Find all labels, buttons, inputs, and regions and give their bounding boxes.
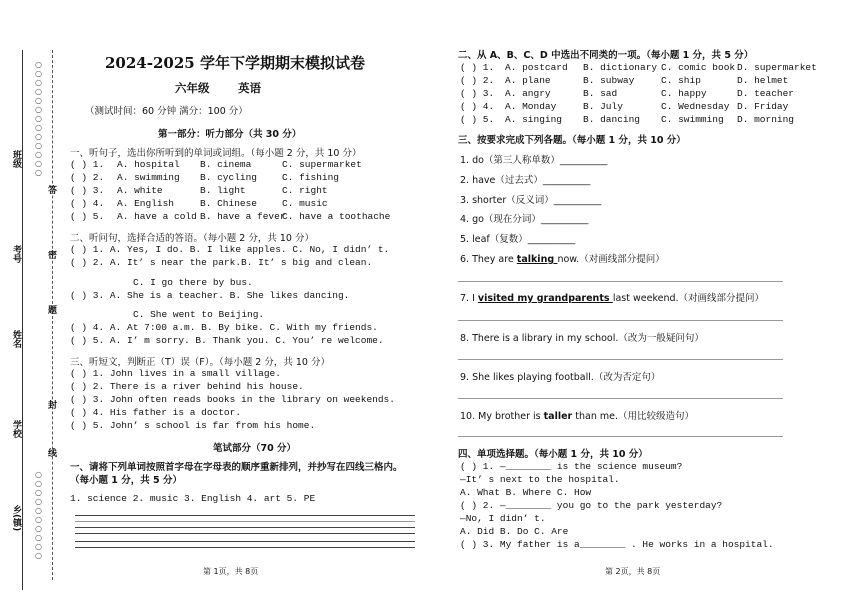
sec2-line: ( ) 2. A. It’ s near the park.B. It’ s big and clean. bbox=[70, 257, 373, 268]
sec1-q4-a: A. English bbox=[117, 198, 175, 209]
odd-q5-b: B. dancing bbox=[583, 114, 641, 125]
answer-line bbox=[458, 281, 783, 282]
answer-line bbox=[458, 359, 783, 360]
odd-q4-a: A. Monday bbox=[505, 101, 557, 112]
odd-q1-d: D. supermarket bbox=[737, 62, 817, 73]
requirements-title: 三、按要求完成下列各题。（每小题 1 分，共 10 分） bbox=[458, 135, 686, 146]
odd-q1-a: A. postcard bbox=[505, 62, 568, 73]
sec1-q4-c: C. music bbox=[282, 198, 328, 209]
sec1-q5-a: A. have a cold bbox=[117, 211, 197, 222]
odd-q2-c: C. ship bbox=[661, 75, 701, 86]
writing-grid-line bbox=[75, 521, 415, 522]
req-q10-bold: taller bbox=[543, 411, 573, 422]
seal-char-3: 题 bbox=[46, 305, 56, 314]
page-footer-left: 第 1页，共 8页 bbox=[203, 567, 259, 576]
choice-line: ( ) 3. My father is a________ . He works in a hospital. bbox=[460, 539, 774, 550]
seal-circles-bottom: ○○○○○○○○○○ bbox=[34, 470, 43, 560]
req-q6-post: now.（对画线部分提问） bbox=[557, 254, 665, 265]
writing-grid-line bbox=[75, 541, 415, 542]
req-q3: 3. shorter（反义词）__________ bbox=[460, 195, 602, 206]
odd-q5-d: D. morning bbox=[737, 114, 795, 125]
part2-header: 笔试部分（70 分） bbox=[213, 443, 297, 454]
exam-title: 2024-2025 学年下学期期末模拟试卷 bbox=[105, 54, 365, 72]
sec1-q5-b: B. have a fever bbox=[200, 211, 286, 222]
sec1-q2-b: B. cycling bbox=[200, 172, 258, 183]
odd-q3-a: A. angry bbox=[505, 88, 551, 99]
sec3-item: ( ) 4. His father is a doctor. bbox=[70, 407, 242, 418]
sec3-item: ( ) 3. John often reads books in the library on weekends. bbox=[70, 394, 395, 405]
sec2-line: ( ) 4. A. At 7:00 a.m. B. By bike. C. With my friends. bbox=[70, 322, 378, 333]
odd-q2-d: D. helmet bbox=[737, 75, 789, 86]
sec1-q1-a: A. hospital bbox=[117, 159, 180, 170]
listen-sec1-title: 一、听句子，选出你所听到的单词或词组。（每小题 2 分，共 10 分） bbox=[70, 148, 362, 159]
seal-dashed-line bbox=[52, 50, 53, 580]
grade-label: 六年级 bbox=[175, 81, 210, 95]
sec1-q3-c: C. right bbox=[282, 185, 328, 196]
sec1-q1-c: C. supermarket bbox=[282, 159, 362, 170]
sec1-q3-num: ( ) 3. bbox=[70, 185, 105, 196]
writing-grid-line bbox=[75, 533, 415, 534]
req-q7-post: last weekend.（对画线部分提问） bbox=[612, 293, 765, 304]
sec1-q2-a: A. swimming bbox=[117, 172, 180, 183]
school-label: 学校 bbox=[11, 420, 21, 438]
req-q7-underlined: visited my grandparents bbox=[477, 293, 613, 304]
choose-odd-title: 二、从 A、B、C、D 中选出不同类的一项。（每小题 1 分，共 5 分） bbox=[458, 50, 754, 61]
odd-q1-num: ( ) 1. bbox=[460, 62, 495, 73]
seal-circles-top: ○○○○○○○○○○○○○ bbox=[34, 60, 43, 177]
seal-char-5: 线 bbox=[46, 448, 56, 457]
sec2-line: ( ) 5. A. I’ m sorry. B. Thank you. C. You’ re welcome. bbox=[70, 335, 384, 346]
req-q6 bbox=[460, 251, 665, 265]
odd-q5-c: C. swimming bbox=[661, 114, 724, 125]
sec1-q1-num: ( ) 1. bbox=[70, 159, 105, 170]
answer-line bbox=[458, 436, 783, 437]
part1-header: 第一部分：听力部分（共 30 分） bbox=[158, 129, 302, 140]
odd-q4-d: D. Friday bbox=[737, 101, 789, 112]
odd-q4-b: B. July bbox=[583, 101, 623, 112]
odd-q3-num: ( ) 3. bbox=[460, 88, 495, 99]
sec3-item: ( ) 2. There is a river behind his house. bbox=[70, 381, 304, 392]
req-q10 bbox=[460, 408, 694, 422]
writing-grid-line bbox=[75, 527, 415, 528]
req-q10-pre: 10. My brother is bbox=[460, 411, 544, 422]
req-q9: 9. She likes playing football.（改为否定句） bbox=[460, 372, 661, 383]
odd-q2-b: B. subway bbox=[583, 75, 635, 86]
sec1-q1-b: B. cinema bbox=[200, 159, 252, 170]
writing-grid-line bbox=[75, 547, 415, 548]
req-q6-pre: 6. They are bbox=[460, 254, 517, 265]
req-q1: 1. do（第三人称单数）__________ bbox=[460, 155, 608, 166]
req-q4: 4. go（现在分词）__________ bbox=[460, 214, 589, 225]
sec1-q2-c: C. fishing bbox=[282, 172, 340, 183]
sec3-item: ( ) 5. John’ s school is far from his home. bbox=[70, 420, 316, 431]
answer-line bbox=[458, 398, 783, 399]
req-q6-underlined: talking bbox=[516, 254, 558, 265]
sec2-line: ( ) 1. A. Yes, I do. B. I like apples. C. No, I didn’ t. bbox=[70, 244, 390, 255]
seal-char-1: 答 bbox=[46, 185, 56, 194]
odd-q3-b: B. sad bbox=[583, 88, 618, 99]
number-label: 考号 bbox=[11, 245, 21, 263]
choice-line: ( ) 1. —________ is the science museum? bbox=[460, 461, 683, 472]
req-q7 bbox=[460, 290, 764, 304]
req-q8: 8. There is a library in my school.（改为一般疑问句） bbox=[460, 333, 704, 344]
choice-line: —No, I didn’ t. bbox=[460, 513, 546, 524]
seal-char-2: 密 bbox=[46, 250, 56, 259]
town-label: 乡(镇) bbox=[11, 505, 21, 532]
sec1-q4-num: ( ) 4. bbox=[70, 198, 105, 209]
req-q10-post: than me.（用比较级造句） bbox=[572, 411, 694, 422]
req-q5: 5. leaf（复数）__________ bbox=[460, 234, 576, 245]
odd-q2-num: ( ) 2. bbox=[460, 75, 495, 86]
odd-q3-c: C. happy bbox=[661, 88, 707, 99]
odd-q3-d: D. teacher bbox=[737, 88, 795, 99]
writing-sec1-title-1: 一、请将下列单词按照首字母在字母表的顺序重新排列，并抄写在四线三格内。 bbox=[70, 462, 403, 473]
sec1-q3-a: A. white bbox=[117, 185, 163, 196]
req-q7-pre: 7. I bbox=[460, 293, 478, 304]
sec1-q5-c: C. have a toothache bbox=[282, 211, 391, 222]
word-list: 1. science 2. music 3. English 4. art 5. PE bbox=[70, 493, 316, 504]
single-choice-title: 四、单项选择题。（每小题 1 分，共 10 分） bbox=[458, 449, 648, 460]
answer-line bbox=[458, 320, 783, 321]
name-label: 姓名 bbox=[11, 330, 21, 348]
choice-line: —It’ s next to the hospital. bbox=[460, 474, 620, 485]
exam-info: （测试时间：60 分钟 满分：100 分） bbox=[85, 106, 248, 117]
sec1-q4-b: B. Chinese bbox=[200, 198, 258, 209]
sec3-item: ( ) 1. John lives in a small village. bbox=[70, 368, 281, 379]
odd-q5-a: A. singing bbox=[505, 114, 563, 125]
odd-q2-a: A. plane bbox=[505, 75, 551, 86]
page-footer-right: 第 2页，共 8页 bbox=[605, 567, 661, 576]
choice-line: A. Did B. Do C. Are bbox=[460, 526, 569, 537]
odd-q1-b: B. dictionary bbox=[583, 62, 658, 73]
odd-q1-c: C. comic book bbox=[661, 62, 736, 73]
choice-line: ( ) 2. —________ you go to the park yesterday? bbox=[460, 500, 723, 511]
sec2-line: C. I go there by bus. bbox=[133, 277, 253, 288]
req-q2: 2. have（过去式）__________ bbox=[460, 175, 591, 186]
seal-char-4: 封 bbox=[46, 400, 56, 409]
sec1-q3-b: B. light bbox=[200, 185, 246, 196]
sec1-q5-num: ( ) 5. bbox=[70, 211, 105, 222]
listen-sec2-title: 二、听问句，选择合适的答语。（每小题 2 分，共 10 分） bbox=[70, 233, 314, 244]
sec2-line: C. She went to Beijing. bbox=[133, 309, 265, 320]
sec2-line: ( ) 3. A. She is a teacher. B. She likes dancing. bbox=[70, 290, 350, 301]
writing-grid-line bbox=[75, 515, 415, 516]
listen-sec3-title: 三、听短文，判断正（T）误（F）。（每小题 2 分，共 10 分） bbox=[70, 357, 330, 368]
subject-label: 英语 bbox=[238, 81, 261, 95]
sec1-q2-num: ( ) 2. bbox=[70, 172, 105, 183]
odd-q4-num: ( ) 4. bbox=[460, 101, 495, 112]
class-label: 班级 bbox=[11, 150, 21, 168]
choice-line: A. What B. Where C. How bbox=[460, 487, 592, 498]
odd-q5-num: ( ) 5. bbox=[460, 114, 495, 125]
odd-q4-c: C. Wednesday bbox=[661, 101, 730, 112]
writing-sec1-title-2: （每小题 1 分，共 5 分） bbox=[70, 475, 182, 486]
